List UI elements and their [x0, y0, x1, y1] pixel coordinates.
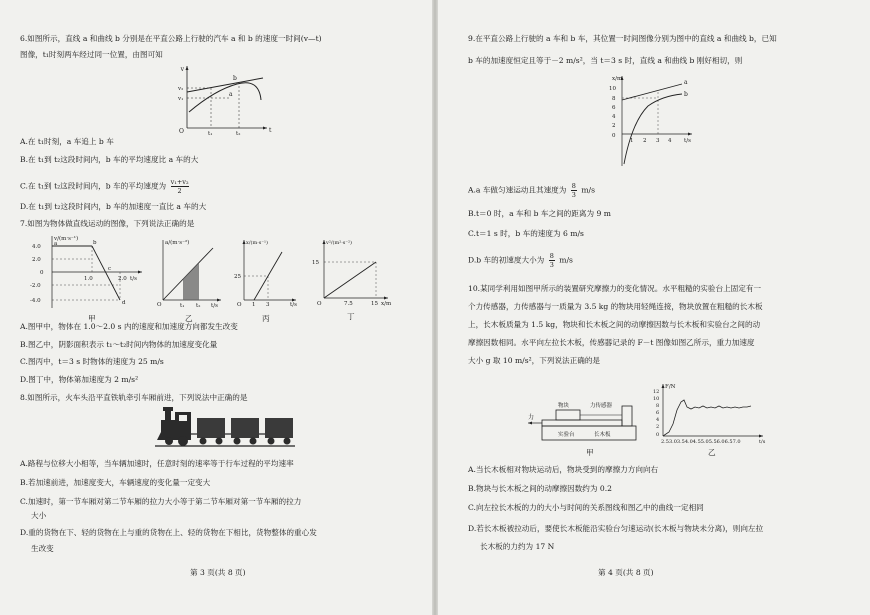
q7-bing-ytick: 25: [234, 274, 241, 280]
q10-stem-line1: 10.某同学利用如图甲所示的装置研究摩擦力的变化情况。水平粗糙的实验台上固定有一: [468, 284, 762, 293]
q7-bing-xtick-3: 3: [266, 302, 270, 308]
q10-yi-ytick-6: 6: [656, 410, 660, 416]
q7-ding-xtick-15: 15: [371, 301, 378, 307]
q10-yi-name: 乙: [708, 448, 716, 457]
q6-t2-label: t₂: [236, 131, 241, 137]
q7-yi-ylabel: a/(m·s⁻²): [165, 240, 190, 246]
q7-option-b[interactable]: B.图乙中，阴影面积表示 t₁～t₂时间内物体的加速度变化量: [20, 340, 218, 349]
q9-option-a-text: A.a 车做匀速运动且其速度为: [468, 185, 567, 195]
q7-jia-tick-4: 4.0: [32, 244, 41, 250]
q7-jia-pt-d: d: [122, 300, 126, 306]
q10-board-label: 长木板: [594, 432, 611, 438]
q10-yi-ytick-4: 4: [656, 417, 660, 423]
q9-xt-graph: [608, 72, 698, 168]
q9-stem-line1: 9.在平直公路上行驶的 a 车和 b 车，其位置一时间图像分别为图中的直线 a 和曲线 b，已知: [468, 34, 777, 43]
q7-bing-xlabel: t/s: [290, 302, 297, 308]
q7-yi-name: 乙: [185, 314, 193, 323]
q9-d-frac-den: 3: [549, 261, 554, 269]
q7-stem: 7.如图为物体做直线运动的图像，下列说法正确的是: [20, 219, 195, 228]
page-3: [0, 0, 432, 615]
q10-option-c[interactable]: C.向左拉长木板的力的大小与时间的关系图线和图乙中的曲线一定相同: [468, 503, 704, 512]
q7-ding-name: 丁: [347, 312, 355, 321]
q9-xlabel: t/s: [684, 138, 691, 144]
q7-jia-xtick-2: 2.0: [118, 276, 127, 282]
q10-force-label: 力: [528, 414, 535, 421]
q7-ding-ylabel: v²/(m²·s⁻²): [326, 240, 352, 246]
q6-option-d[interactable]: D.在 t₁到 t₂这段时间内，b 车的加速度一直比 a 车的大: [20, 202, 207, 211]
q7-option-d[interactable]: D.图丁中，物体第加速度为 2 m/s²: [20, 375, 139, 384]
q7-option-a[interactable]: A.图甲中，物体在 1.0～2.0 s 内的速度和加速度方向都发生改变: [20, 322, 238, 331]
q7-ding-xtick-7-5: 7.5: [344, 301, 353, 307]
q6-vt-graph: [175, 62, 275, 137]
q6-v2-label: v₂: [178, 86, 184, 92]
q9-option-d[interactable]: [468, 252, 573, 269]
q9-line-a-label: a: [684, 79, 688, 86]
q7-jia-tlabel: t/s: [130, 276, 137, 282]
q10-option-d-line1[interactable]: D.若长木板被拉动后，要使长木板能沿实验台匀速运动(长木板与物块未分离)，则向左拉: [468, 524, 764, 533]
train-illustration: [155, 404, 295, 450]
q6-frac-denominator: 2: [177, 187, 182, 195]
q6-option-c-fraction: [171, 178, 189, 195]
q8-option-b[interactable]: B.若加速前进，加速度变大，车辆速度的变化量一定变大: [20, 478, 211, 487]
q10-ft-graph-yi: [651, 380, 771, 446]
q6-option-c[interactable]: [20, 178, 189, 195]
q7-yi-t1: t₁: [180, 303, 185, 309]
q6-line-a-label: a: [229, 91, 233, 98]
q9-option-d-text: D.b 车的初速度大小为: [468, 255, 545, 265]
q10-yi-ytick-12: 12: [653, 389, 660, 395]
q8-option-d-line2: 生改变: [31, 544, 54, 553]
q9-d-frac-num: 8: [549, 252, 554, 260]
q6-frac-numerator: v₁+v₂: [170, 178, 189, 186]
q9-ytick-6: 6: [612, 105, 616, 111]
q7-graph-jia: [30, 234, 150, 314]
q10-option-b[interactable]: B.物块与长木板之间的动摩擦因数约为 0.2: [468, 484, 612, 493]
q7-bing-origin: O: [237, 302, 242, 308]
q7-ding-ytick: 15: [312, 260, 319, 266]
q7-jia-tick-neg4: -4.0: [30, 298, 41, 304]
q7-bing-xtick-1: 1: [252, 302, 256, 308]
q7-jia-tick-neg2: -2.0: [30, 283, 41, 289]
q9-d-fraction: [549, 252, 555, 269]
q7-yi-t2: t₂: [196, 303, 201, 309]
q7-jia-name: 甲: [88, 314, 96, 323]
q6-t1-label: t₁: [208, 131, 213, 137]
q7-jia-pt-a: a: [54, 241, 58, 247]
q9-a-fraction: [571, 182, 577, 199]
q9-ytick-2: 2: [612, 123, 616, 129]
q10-stem-line2: 个力传感器，力传感器与一质量为 3.5 kg 的物块用轻绳连接，物块放置在粗糙的长木板: [468, 302, 763, 311]
q10-yi-ytick-10: 10: [653, 396, 660, 402]
q6-t-axis-label: t: [269, 127, 272, 134]
q8-option-d-line1[interactable]: D.重的货物在下、轻的货物在上与重的货物在上、轻的货物在下相比，货物整体的重心发: [20, 528, 317, 537]
q6-origin-label: O: [179, 128, 184, 135]
q7-jia-pt-c: c: [108, 266, 112, 272]
q10-jia-name: 甲: [586, 448, 594, 457]
q7-jia-ylabel: v/(m·s⁻¹): [54, 236, 79, 242]
page-3-footer: 第 3 页(共 8 页): [190, 568, 246, 577]
q7-option-c[interactable]: C.图丙中，t＝3 s 时物体的速度为 25 m/s: [20, 357, 164, 366]
q9-xtick-1: 1: [630, 138, 634, 144]
q6-v1-label: v₁: [178, 96, 184, 102]
q10-sensor-label: 力传感器: [590, 403, 613, 409]
q9-ytick-10: 10: [609, 86, 616, 92]
q7-graph-ding: [312, 236, 394, 308]
q9-option-a[interactable]: [468, 182, 595, 199]
q10-yi-xlabel: t/s: [759, 439, 766, 445]
q9-xtick-3: 3: [656, 138, 660, 144]
q7-jia-xtick-1: 1.0: [84, 276, 93, 282]
q7-yi-origin: O: [157, 302, 162, 308]
q9-stem-line2: b 车的加速度恒定且等于－2 m/s²，当 t＝3 s 时，直线 a 和曲线 b 刚好相切，则: [468, 56, 743, 65]
q10-option-a[interactable]: A.当长木板相对物块运动后，物块受到的摩擦力方向向右: [468, 465, 659, 474]
q10-table-label: 实验台: [558, 432, 575, 438]
q6-v-axis-label: v: [180, 66, 184, 73]
q7-ding-origin: O: [317, 301, 322, 307]
q9-xtick-2: 2: [643, 138, 647, 144]
q7-jia-pt-b: b: [93, 240, 97, 246]
q10-yi-ytick-2: 2: [656, 424, 660, 430]
q10-apparatus-jia: [528, 396, 638, 448]
q7-jia-tick-2: 2.0: [32, 257, 41, 263]
q9-option-c[interactable]: C.t＝1 s 时，b 车的速度为 6 m/s: [468, 229, 584, 238]
q9-ytick-0: 0: [612, 133, 616, 139]
q7-ding-xlabel: x/m: [381, 301, 392, 307]
q9-curve-b-label: b: [684, 91, 688, 98]
q8-stem: 8.如图所示，火车头沿平直铁轨牵引车厢前进，下列说法中正确的是: [20, 393, 248, 402]
page-4-footer: 第 4 页(共 8 页): [598, 568, 654, 577]
q9-ytick-4: 4: [612, 114, 616, 120]
q9-option-a-unit: m/s: [581, 185, 596, 195]
q10-stem-line3: 上，长木板质量为 1.5 kg，物块和长木板之间的动摩擦因数与长木板和实验台之间的动: [468, 320, 761, 329]
q7-graph-bing: [232, 236, 302, 308]
q8-option-c-line1[interactable]: C.加速时，第一节车厢对第二节车厢的拉力大小等于第二节车厢对第一节车厢的拉力: [20, 497, 302, 506]
q6-option-b[interactable]: B.在 t₁到 t₂这段时间内，b 车的平均速度比 a 车的大: [20, 155, 199, 164]
q6-option-c-text: C.在 t₁到 t₂这段时间内，b 车的平均速度为: [20, 181, 167, 191]
q9-ylabel: x/m: [612, 76, 623, 82]
q10-yi-xticks: 2.53.03.54.04.55.05.56.06.57.0: [661, 439, 741, 445]
q10-yi-ytick-8: 8: [656, 403, 660, 409]
q9-a-frac-num: 8: [571, 182, 576, 190]
page-4: [438, 0, 870, 615]
q10-yi-ytick-0: 0: [656, 432, 660, 438]
q7-jia-tick-0: 0: [40, 270, 44, 276]
q10-option-d-line2: 长木板的力约为 17 N: [480, 542, 555, 551]
q9-option-b[interactable]: B.t＝0 时，a 车和 b 车之间的距离为 9 m: [468, 209, 611, 218]
q9-ytick-8: 8: [612, 96, 616, 102]
q9-xtick-4: 4: [668, 138, 672, 144]
q9-a-frac-den: 3: [571, 191, 576, 199]
q7-bing-ylabel: x/(m·s⁻¹): [246, 240, 268, 246]
q10-stem-line4: 摩擦因数相同。水平向左拉长木板，传感器记录的 F－t 图像如图乙所示，重力加速度: [468, 338, 755, 347]
q7-bing-name: 丙: [262, 314, 270, 323]
q10-yi-ylabel: F/N: [665, 384, 676, 390]
q10-stem-line5: 大小 g 取 10 m/s²，下列说法正确的是: [468, 356, 601, 365]
q8-option-a[interactable]: A.路程与位移大小相等，当车辆加速时，任意时刻的速率等于行车过程的平均速率: [20, 459, 294, 468]
q9-option-d-unit: m/s: [559, 255, 573, 265]
q8-option-c-line2: 大小: [31, 511, 47, 520]
q10-block-label: 物块: [558, 403, 570, 409]
q7-yi-tlabel: t/s: [211, 303, 218, 309]
q7-graph-yi: [155, 236, 225, 308]
q6-curve-b-label: b: [233, 75, 237, 82]
q6-stem-line1: 6.如图所示，直线 a 和曲线 b 分别是在平直公路上行驶的汽车 a 和 b 的速度一时间(v—t): [20, 34, 322, 43]
q6-option-a[interactable]: A.在 t₁时刻，a 车追上 b 车: [20, 137, 114, 146]
q6-stem-line2: 图像，t₁时刻两车经过同一位置，由图可知: [20, 50, 163, 59]
